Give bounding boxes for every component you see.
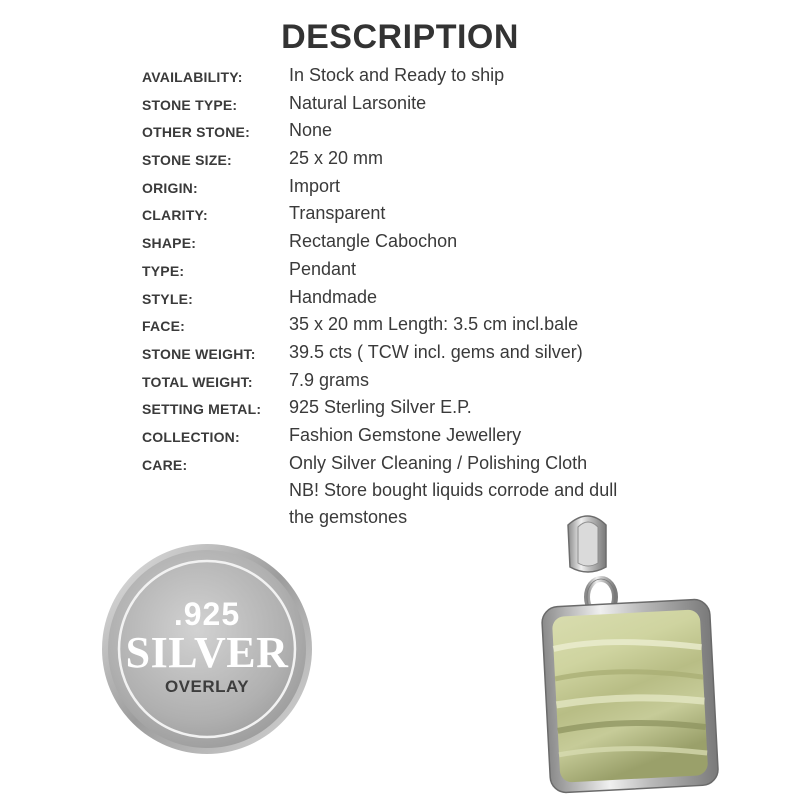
spec-value-line: NB! Store bought liquids corrode and dull (289, 479, 618, 500)
spec-row (142, 90, 762, 118)
spec-row (142, 284, 762, 312)
spec-value-line: In Stock and Ready to ship (289, 65, 505, 85)
spec-value-line: Handmade (289, 286, 378, 307)
spec-value-line: 7.9 grams (289, 369, 370, 390)
spec-label: FACE: (142, 318, 185, 335)
spec-list (142, 62, 762, 531)
spec-value (289, 394, 472, 421)
spec-value-line: 25 x 20 mm (289, 148, 384, 169)
spec-row (142, 339, 762, 367)
page-title: DESCRIPTION (281, 18, 519, 56)
spec-value (289, 311, 578, 338)
spec-label: AVAILABILITY: (142, 69, 243, 85)
spec-row (142, 228, 762, 256)
spec-value (289, 422, 521, 449)
spec-label: ORIGIN: (142, 179, 198, 196)
spec-label: STONE WEIGHT: (142, 345, 256, 362)
spec-row (142, 394, 762, 422)
spec-row (142, 200, 762, 228)
spec-label: COLLECTION: (142, 428, 240, 445)
spec-value (289, 256, 356, 283)
spec-value-line: Only Silver Cleaning / Polishing Cloth (289, 452, 588, 473)
spec-value (289, 117, 332, 144)
spec-row (142, 62, 762, 90)
spec-value-line: 35 x 20 mm Length: 3.5 cm incl.bale (289, 314, 579, 335)
pendant-image (540, 505, 725, 795)
spec-value-line: Rectangle Cabochon (289, 231, 458, 252)
spec-value (289, 173, 340, 200)
spec-value-line: Transparent (289, 203, 386, 224)
spec-value-line: 39.5 cts ( TCW incl. gems and silver) (289, 341, 583, 362)
spec-value-line: Fashion Gemstone Jewellery (289, 424, 522, 445)
spec-value-line: Import (289, 175, 341, 196)
spec-value-line: Natural Larsonite (289, 92, 427, 113)
spec-label: TYPE: (142, 262, 185, 279)
spec-row (142, 117, 762, 145)
spec-row (142, 173, 762, 201)
spec-row (142, 311, 762, 339)
spec-value (289, 200, 385, 227)
spec-label: STONE TYPE: (142, 96, 238, 113)
spec-value (289, 145, 383, 172)
spec-row (142, 367, 762, 395)
spec-label: OTHER STONE: (142, 124, 250, 141)
spec-label: STONE SIZE: (142, 152, 232, 169)
spec-label: CARE: (142, 456, 188, 473)
spec-row (142, 256, 762, 284)
spec-label: SETTING METAL: (142, 401, 262, 418)
spec-label: CLARITY: (142, 207, 208, 224)
badge-925-text: .925 (173, 596, 241, 632)
spec-value-line: 925 Sterling Silver E.P. (289, 397, 472, 418)
spec-label: SHAPE: (142, 235, 197, 252)
spec-value-line: None (289, 120, 333, 141)
spec-value-line: Pendant (289, 258, 357, 279)
spec-row (142, 422, 762, 450)
badge-silver-text: SILVER (125, 628, 289, 677)
spec-value (289, 367, 369, 394)
spec-value (289, 228, 457, 255)
spec-value-line: the gemstones (289, 506, 408, 527)
spec-value (289, 339, 583, 366)
spec-label: STYLE: (142, 290, 193, 307)
spec-value (289, 90, 426, 117)
spec-value (289, 62, 504, 89)
spec-value (289, 284, 377, 311)
spec-label: TOTAL WEIGHT: (142, 373, 253, 390)
badge-overlay-text: OVERLAY (164, 677, 250, 696)
spec-row (142, 145, 762, 173)
